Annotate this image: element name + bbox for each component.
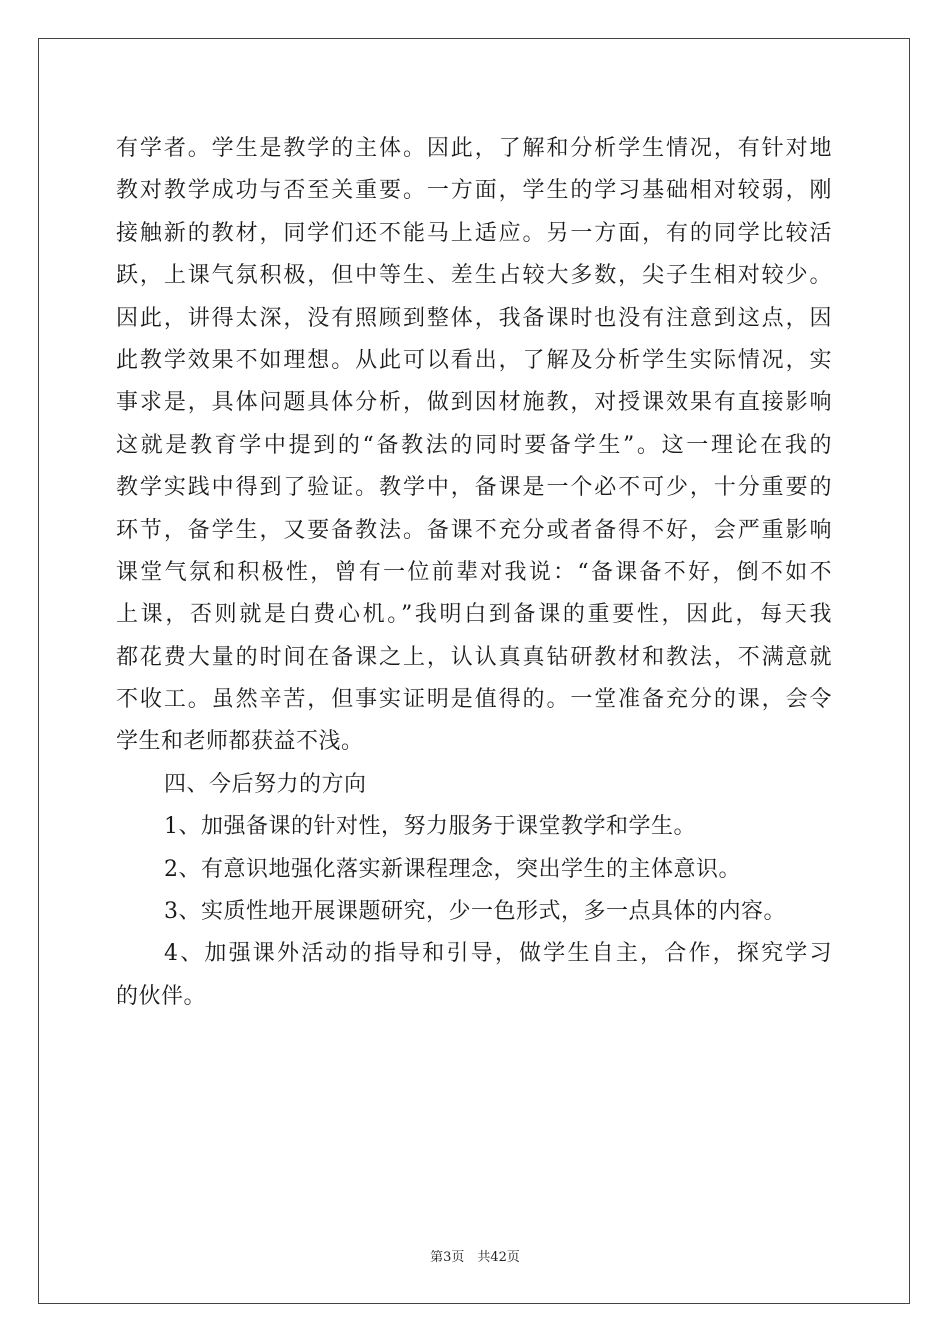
list-item: 1、加强备课的针对性，努力服务于课堂教学和学生。 [164,814,696,840]
list-item-continuation: 的伙伴。 [116,983,207,1009]
list-item: 3、实质性地开展课题研究，少一色形式，多一点具体的内容。 [164,899,786,925]
text-line: 此教学效果不如理想。从此可以看出，了解及分析学生实际情况，实 [116,347,832,373]
text-line: 学生和老师都获益不浅。 [116,729,364,755]
text-line: 上课，否则就是白费心机。”我明白到备课的重要性，因此，每天我 [116,602,832,628]
section-heading: 四、今后努力的方向 [164,771,367,797]
text-line: 跃，上课气氛积极，但中等生、差生占较大多数，尖子生相对较少。 [116,263,832,289]
document-body [116,128,832,1018]
text-line: 课堂气氛和积极性，曾有一位前辈对我说：“备课备不好，倒不如不 [116,559,832,585]
text-line: 教对教学成功与否至关重要。一方面，学生的学习基础相对较弱，刚 [116,178,832,204]
text-line: 环节，备学生，又要备教法。备课不充分或者备得不好，会严重影响 [116,517,832,543]
text-line: 不收工。虽然辛苦，但事实证明是值得的。一堂准备充分的课，会令 [116,687,832,713]
text-line: 这就是教育学中提到的“备教法的同时要备学生”。这一理论在我的 [116,432,832,458]
list-item: 2、有意识地强化落实新课程理念，突出学生的主体意识。 [164,856,741,882]
text-line: 有学者。学生是教学的主体。因此，了解和分析学生情况，有针对地 [116,136,832,161]
text-line: 都花费大量的时间在备课之上，认认真真钻研教材和教法，不满意就 [116,644,832,670]
text-line: 接触新的教材，同学们还不能马上适应。另一方面，有的同学比较活 [116,220,832,246]
text-line: 因此，讲得太深，没有照顾到整体，我备课时也没有注意到这点，因 [116,305,832,331]
list-item: 4、加强课外活动的指导和引导，做学生自主，合作，探究学习 [164,941,832,967]
page-number: 第3页 共42页 [430,1250,520,1265]
text-line: 事求是，具体问题具体分析，做到因材施教，对授课效果有直接影响 [116,390,832,416]
text-line: 教学实践中得到了验证。教学中，备课是一个必不可少，十分重要的 [116,475,832,501]
